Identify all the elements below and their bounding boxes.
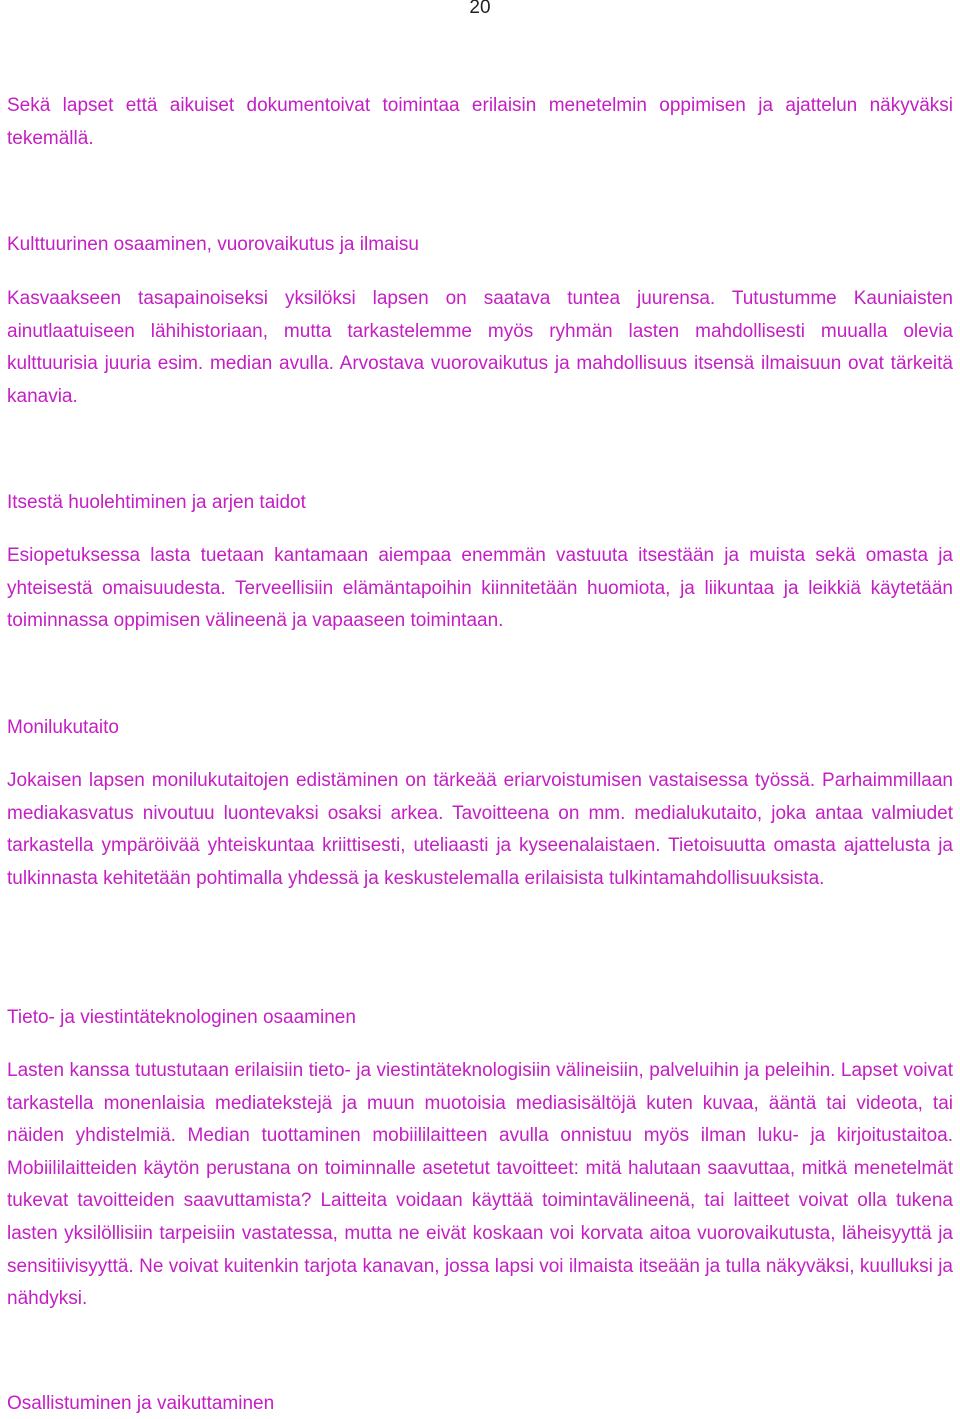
section-heading-participation: Osallistuminen ja vaikuttaminen [7, 1393, 275, 1414]
section-heading-culture: Kulttuurinen osaaminen, vuorovaikutus ja ilmaisu [7, 234, 419, 255]
section-body-multiliteracy: Jokaisen lapsen monilukutaitojen edistäminen on tärkeää eriarvoistumisen vastaisessa työssä. Parhaimmillaan mediakasvatus nivoutuu luontevaksi osaksi arkea. Tavoitteena on mm. medialukutaito, joka antaa valmiudet tarkastella ympäröivää yhteiskuntaa kriittisesti, uteliaasti ja kyseenalaistaen. Tietoisuutta omasta ajattelusta ja tulkinnasta kehitetään pohtimalla yhdessä ja keskustelemalla erilaisista tulkintamahdollisuuksista. [7, 770, 953, 889]
page-number: 20 [469, 0, 491, 18]
section-body-culture: Kasvaakseen tasapainoiseksi yksilöksi lapsen on saatava tuntea juurensa. Tutustumme Kauniaisten ainutlaatuiseen lähihistoriaan, mutta tarkastelemme myös ryhmän lasten mahdollisesti muualla olevia kulttuurisia juuria esim. median avulla. Arvostava vuorovaikutus ja mahdollisuus itsensä ilmaisuun ovat tärkeitä kanavia. [7, 288, 953, 407]
section-heading-ict: Tieto- ja viestintäteknologinen osaaminen [7, 1007, 356, 1028]
section-body-ict: Lasten kanssa tutustutaan erilaisiin tieto- ja viestintäteknologisiin välineisiin, palveluihin ja peleihin. Lapset voivat tarkastella monenlaisia mediatekstejä ja muun muotoisia mediasisältöjä kuten kuvaa, ääntä tai videota, tai näiden yhdistelmiä. Median tuottaminen mobiililaitteen avulla onnistuu myös ilman luku- ja kirjoitustaitoa. Mobiililaitteiden käytön perustana on toiminnalle asetetut tavoitteet: mitä halutaan saavuttaa, mitkä menetelmät tukevat tavoitteiden saavuttamista? Laitteita voidaan käyttää toimintavälineenä, tai laitteet voivat olla tukena lasten yksilöllisiin tarpeisiin vastatessa, mutta ne eivät koskaan voi korvata aitoa vuorovaikutusta, läheisyyttä ja sensitiivisyyttä. Ne voivat kuitenkin tarjota kanavan, jossa lapsi voi ilmaista itseään ja tulla näkyväksi, kuulluksi ja nähdyksi. [7, 1060, 953, 1310]
section-heading-multiliteracy: Monilukutaito [7, 717, 119, 738]
section-heading-self-care: Itsestä huolehtiminen ja arjen taidot [7, 492, 306, 513]
section-body-self-care: Esiopetuksessa lasta tuetaan kantamaan aiempaa enemmän vastuuta itsestään ja muista sekä omasta ja yhteisestä omaisuudesta. Terveellisiin elämäntapoihin kiinnitetään huomiota, ja liikuntaa ja leikkiä käytetään toiminnassa oppimisen välineenä ja vapaaseen toimintaan. [7, 545, 953, 632]
intro-paragraph: Sekä lapset että aikuiset dokumentoivat toimintaa erilaisin menetelmin oppimisen ja ajattelun näkyväksi tekemällä. [7, 95, 953, 149]
